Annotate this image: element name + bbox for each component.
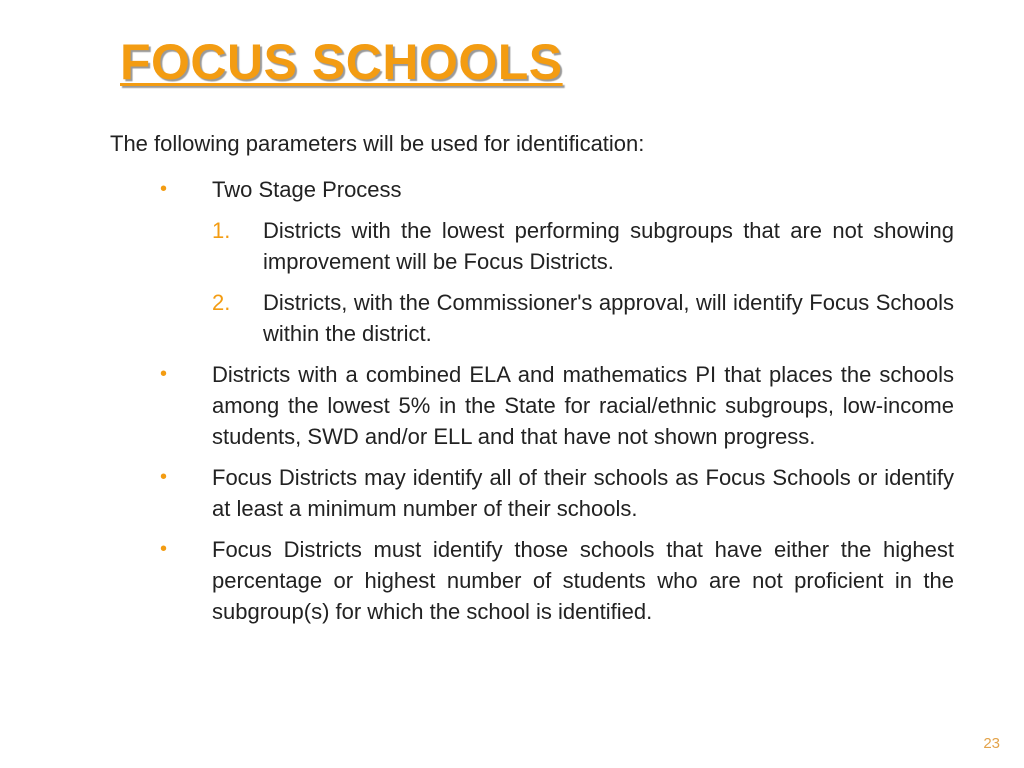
bullet-item xyxy=(160,359,954,452)
bullet-item xyxy=(160,174,954,205)
bullet-item xyxy=(160,462,954,524)
item-number: 1. xyxy=(212,218,231,243)
bullet-item xyxy=(160,534,954,627)
bullet-list xyxy=(160,174,954,637)
numbered-item-text: Districts with the lowest performing subgroups that are not showing improvement will be Focus Districts. xyxy=(263,218,954,274)
bullet-icon: • xyxy=(160,178,168,200)
bullet-icon: • xyxy=(160,538,168,560)
page-number: 23 xyxy=(983,735,1000,752)
bullet-text: Districts with a combined ELA and mathematics PI that places the schools among the lowest 5% in the State for racial/ethnic subgroups, low-income students, SWD and/or ELL and that have not shown progress. xyxy=(212,362,954,449)
intro-text: The following parameters will be used for identification: xyxy=(110,131,645,156)
bullet-text: Focus Districts may identify all of their schools as Focus Schools or identify at least a minimum number of their schools. xyxy=(212,465,954,521)
slide-title: FOCUS SCHOOLS xyxy=(120,34,563,90)
numbered-item xyxy=(212,287,954,349)
bullet-icon: • xyxy=(160,466,168,488)
numbered-item-text: Districts, with the Commissioner's approval, will identify Focus Schools within the district. xyxy=(263,290,954,346)
numbered-item xyxy=(212,215,954,277)
item-number: 2. xyxy=(212,290,231,315)
bullet-text: Two Stage Process xyxy=(212,177,402,202)
bullet-text: Focus Districts must identify those schools that have either the highest percentage or highest number of students who are not proficient in the subgroup(s) for which the school is identified. xyxy=(212,537,954,624)
bullet-icon: • xyxy=(160,363,168,385)
numbered-sublist xyxy=(212,215,954,349)
